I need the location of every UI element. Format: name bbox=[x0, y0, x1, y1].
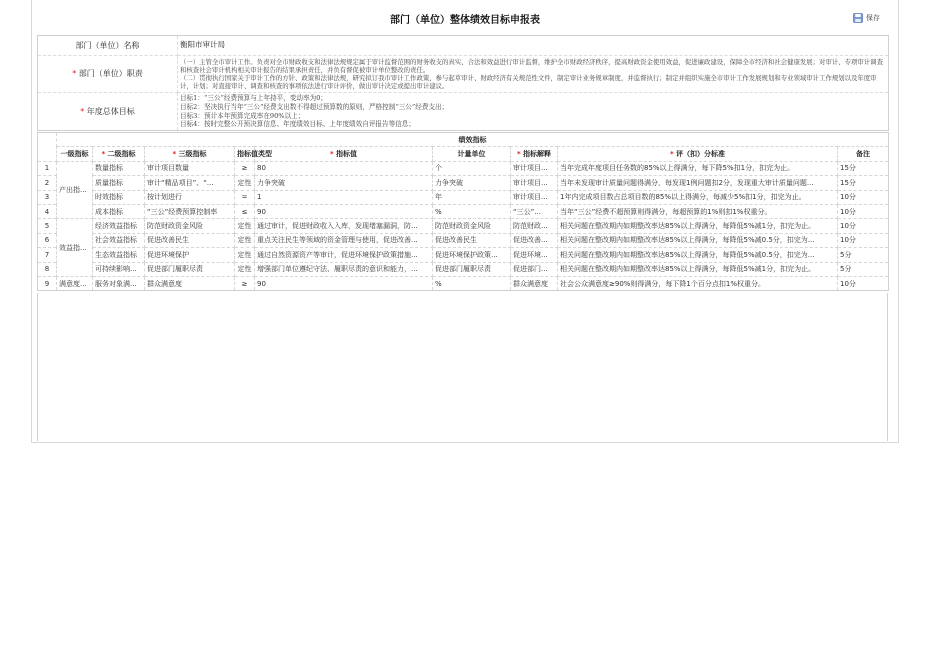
row-number: 8 bbox=[38, 262, 57, 276]
col-scoring-cell bbox=[558, 147, 838, 161]
scoring-cell[interactable]: 当年未发现审计质量问题得满分，每发现1例问题扣2分，发现重大审计质量问题... bbox=[558, 176, 838, 190]
value-cell[interactable]: 1 bbox=[255, 190, 433, 204]
value-type-cell[interactable]: 定性 bbox=[235, 262, 255, 276]
scoring-cell[interactable]: 相关问题在整改期内如期整改率达85%以上得满分，每降低5%减0.5分，扣完为... bbox=[558, 233, 838, 247]
duty-label: 部门（单位）职责 bbox=[78, 69, 143, 79]
required-mark: * bbox=[101, 150, 106, 159]
level3-cell[interactable]: 审计“精品项目”、“... bbox=[145, 176, 235, 190]
col-explanation: 指标解释 bbox=[523, 150, 552, 159]
note-cell[interactable]: 5分 bbox=[838, 248, 889, 262]
unit-cell[interactable]: 防范财政资金风险 bbox=[433, 219, 511, 233]
col-level3: 三级指标 bbox=[178, 150, 207, 159]
unit-cell[interactable]: 年 bbox=[433, 190, 511, 204]
unit-cell[interactable]: % bbox=[433, 276, 511, 290]
level2-cell[interactable]: 可持续影响... bbox=[93, 262, 145, 276]
level3-cell[interactable]: 促进部门履职尽责 bbox=[145, 262, 235, 276]
explanation-cell[interactable]: 审计项目... bbox=[511, 176, 558, 190]
table-row[interactable] bbox=[38, 276, 889, 290]
goal-line: 目标4：按时完整公开预决算信息、年度绩效目标、上年度绩效自评报告等信息； bbox=[180, 120, 415, 129]
row-number: 3 bbox=[38, 190, 57, 204]
level3-cell[interactable]: 防范财政资金风险 bbox=[145, 219, 235, 233]
row-number: 9 bbox=[38, 276, 57, 290]
empty-area bbox=[37, 293, 888, 441]
dept-name-label: 部门（单位）名称 bbox=[38, 36, 178, 56]
value-cell[interactable]: 通过自然资源资产等审计，促进环境保护政策措施... bbox=[255, 248, 433, 262]
save-button-label: 保存 bbox=[866, 14, 880, 22]
dept-name-field[interactable]: 衡阳市审计局 bbox=[178, 36, 889, 56]
col-note: 备注 bbox=[838, 147, 889, 161]
row-number: 7 bbox=[38, 248, 57, 262]
value-type-cell[interactable]: ≥ bbox=[235, 161, 255, 175]
value-type-cell[interactable]: 定性 bbox=[235, 248, 255, 262]
note-cell[interactable]: 10分 bbox=[838, 204, 889, 218]
level2-cell[interactable]: 成本指标 bbox=[93, 204, 145, 218]
explanation-cell[interactable]: 群众满意度 bbox=[511, 276, 558, 290]
table-row[interactable] bbox=[38, 190, 889, 204]
required-mark: * bbox=[669, 150, 674, 159]
required-mark: * bbox=[80, 106, 85, 116]
page-title: 部门（单位）整体绩效目标申报表 bbox=[390, 15, 540, 26]
required-mark: * bbox=[72, 69, 77, 79]
explanation-cell[interactable]: 促进部门... bbox=[511, 262, 558, 276]
col-explanation-cell bbox=[511, 147, 558, 161]
level2-cell[interactable]: 经济效益指标 bbox=[93, 219, 145, 233]
col-level1: 一级指标 bbox=[57, 147, 93, 161]
goal-line: 目标2：坚决执行当年“三公”经费支出数不得超过预算数的原则，严格控制“三公”经费支出； bbox=[180, 102, 449, 111]
scoring-cell[interactable]: 相关问题在整改期内如期整改率达85%以上得满分，每降低5%减0.5分，扣完为... bbox=[558, 248, 838, 262]
col-level2-cell bbox=[93, 147, 145, 161]
level3-cell[interactable]: 审计项目数量 bbox=[145, 161, 235, 175]
col-level3-cell bbox=[145, 147, 235, 161]
col-value: 指标值 bbox=[336, 150, 358, 159]
row-number: 1 bbox=[38, 161, 57, 175]
value-cell[interactable]: 增强部门单位遵纪守法、履职尽责的意识和能力，... bbox=[255, 262, 433, 276]
col-value-type: 指标值类型 bbox=[235, 147, 255, 161]
explanation-cell[interactable]: 促进改善... bbox=[511, 233, 558, 247]
value-type-cell[interactable]: ≤ bbox=[235, 204, 255, 218]
required-mark: * bbox=[329, 150, 334, 159]
note-cell[interactable]: 15分 bbox=[838, 161, 889, 175]
duty-paragraph-1: （一）主管全市审计工作。负责对全市财政收支和法律法规规定属于审计监督范围的财务收支的真实、合法和效益进行审计监督，维护全市财政经济秩序，提高财政资金使用效益，促进廉政建设，保障全市经济和社会健康发展；对审计、专项审计调查和核查社会审计机构相关审计报告的结果承担责任，并负有督促被审计单位整改的责任。 bbox=[180, 58, 883, 74]
note-cell[interactable]: 10分 bbox=[838, 233, 889, 247]
floppy-disk-icon bbox=[853, 13, 863, 23]
row-number: 5 bbox=[38, 219, 57, 233]
level1-cell[interactable]: 满意度... bbox=[57, 276, 93, 290]
goal-label-cell bbox=[38, 93, 178, 131]
value-type-cell[interactable]: = bbox=[235, 190, 255, 204]
level3-cell[interactable]: 促进环境保护 bbox=[145, 248, 235, 262]
unit-cell[interactable]: 个 bbox=[433, 161, 511, 175]
table-row[interactable] bbox=[38, 219, 889, 233]
level2-cell[interactable]: 数量指标 bbox=[93, 161, 145, 175]
col-value-cell bbox=[255, 147, 433, 161]
row-number: 2 bbox=[38, 176, 57, 190]
goal-field[interactable] bbox=[178, 93, 889, 131]
value-cell[interactable]: 通过审计，促进财政收入入库，发现堵塞漏洞，防... bbox=[255, 219, 433, 233]
level3-cell[interactable]: 群众满意度 bbox=[145, 276, 235, 290]
level1-cell[interactable]: 效益指... bbox=[57, 219, 93, 277]
level2-cell[interactable]: 生态效益指标 bbox=[93, 248, 145, 262]
note-cell[interactable]: 5分 bbox=[838, 262, 889, 276]
col-level2: 二级指标 bbox=[107, 150, 136, 159]
level3-cell[interactable]: 按计划进行 bbox=[145, 190, 235, 204]
explanation-cell[interactable]: “三公”... bbox=[511, 204, 558, 218]
scoring-cell[interactable]: 社会公众满意度≥90%则得满分，每下降1个百分点扣1%权重分。 bbox=[558, 276, 838, 290]
save-button[interactable] bbox=[853, 12, 880, 24]
goal-label: 年度总体目标 bbox=[86, 106, 135, 116]
value-type-cell[interactable]: 定性 bbox=[235, 176, 255, 190]
value-cell[interactable]: 80 bbox=[255, 161, 433, 175]
required-mark: * bbox=[516, 150, 521, 159]
value-cell[interactable]: 90 bbox=[255, 276, 433, 290]
table-row[interactable] bbox=[38, 161, 889, 175]
level3-cell[interactable]: “三公”经费预算控制率 bbox=[145, 204, 235, 218]
scoring-cell[interactable]: 1年内完成项目数占总项目数的85%以上得满分，每减少5%扣1分，扣完为止。 bbox=[558, 190, 838, 204]
goal-line: 目标3：预计本年预算完成率在90%以上； bbox=[180, 111, 305, 120]
unit-cell[interactable]: 力争突破 bbox=[433, 176, 511, 190]
table-row[interactable] bbox=[38, 248, 889, 262]
explanation-cell[interactable]: 防范财政... bbox=[511, 219, 558, 233]
unit-cell[interactable]: % bbox=[433, 204, 511, 218]
row-number: 4 bbox=[38, 204, 57, 218]
row-number: 6 bbox=[38, 233, 57, 247]
duty-field[interactable] bbox=[178, 56, 889, 93]
unit-cell[interactable]: 促进改善民生 bbox=[433, 233, 511, 247]
value-cell[interactable]: 90 bbox=[255, 204, 433, 218]
performance-indicator-table bbox=[37, 132, 889, 291]
group-header: 绩效指标 bbox=[57, 133, 889, 147]
level2-cell[interactable]: 服务对象满... bbox=[93, 276, 145, 290]
duty-paragraph-2: （二）贯彻执行国家关于审计工作的方针、政策和法律法规，研究拟订我市审计工作政策，参与起草审计、财政经济有关规范性文件，制定审计业务规章制度，并监督执行；制定并组织实施全市审计工作发展规划和专业领域审计工作规划以及年度审计，计划；对直接审计、调查和核查的事项依法进行审计评价，做出审计决定或提出审计建议。 bbox=[180, 74, 877, 90]
value-cell[interactable]: 重点关注民生等领域的资金管理与使用，促进改善... bbox=[255, 233, 433, 247]
level1-cell[interactable]: 产出指... bbox=[57, 161, 93, 219]
level2-cell[interactable]: 社会效益指标 bbox=[93, 233, 145, 247]
table-row[interactable] bbox=[38, 262, 889, 276]
scoring-cell[interactable]: 当年“三公”经费不超预算则得满分，每超预算的1%则扣1%权重分。 bbox=[558, 204, 838, 218]
level2-cell[interactable]: 质量指标 bbox=[93, 176, 145, 190]
col-scoring: 评（扣）分标准 bbox=[676, 150, 726, 159]
value-type-cell[interactable]: ≥ bbox=[235, 276, 255, 290]
unit-cell[interactable]: 促进部门履职尽责 bbox=[433, 262, 511, 276]
explanation-cell[interactable]: 促进环境... bbox=[511, 248, 558, 262]
required-mark: * bbox=[172, 150, 177, 159]
row-number-header bbox=[38, 133, 57, 162]
scoring-cell[interactable]: 相关问题在整改期内如期整改率达85%以上得满分，每降低5%减1分，扣完为止。 bbox=[558, 262, 838, 276]
level2-cell[interactable]: 时效指标 bbox=[93, 190, 145, 204]
unit-cell[interactable]: 促进环境保护政策... bbox=[433, 248, 511, 262]
scoring-cell[interactable]: 相关问题在整改期内如期整改率达85%以上得满分，每降低5%减1分，扣完为止。 bbox=[558, 219, 838, 233]
note-cell[interactable]: 15分 bbox=[838, 176, 889, 190]
note-cell[interactable]: 10分 bbox=[838, 190, 889, 204]
explanation-cell[interactable]: 审计项目... bbox=[511, 161, 558, 175]
goal-line: 目标1：“三公”经费预算与上年持平，变动率为0； bbox=[180, 94, 328, 103]
table-row[interactable] bbox=[38, 176, 889, 190]
value-type-cell[interactable]: 定性 bbox=[235, 233, 255, 247]
note-cell[interactable]: 10分 bbox=[838, 276, 889, 290]
scoring-cell[interactable]: 当年完成年度项目任务数的85%以上得满分，每下降5%扣1分，扣完为止。 bbox=[558, 161, 838, 175]
basic-info-table bbox=[37, 35, 889, 131]
value-cell[interactable]: 力争突破 bbox=[255, 176, 433, 190]
duty-label-cell bbox=[38, 56, 178, 93]
table-row[interactable] bbox=[38, 233, 889, 247]
level3-cell[interactable]: 促进改善民生 bbox=[145, 233, 235, 247]
value-type-cell[interactable]: 定性 bbox=[235, 219, 255, 233]
col-unit: 计量单位 bbox=[433, 147, 511, 161]
note-cell[interactable]: 10分 bbox=[838, 219, 889, 233]
table-row[interactable] bbox=[38, 204, 889, 218]
explanation-cell[interactable]: 审计项目... bbox=[511, 190, 558, 204]
